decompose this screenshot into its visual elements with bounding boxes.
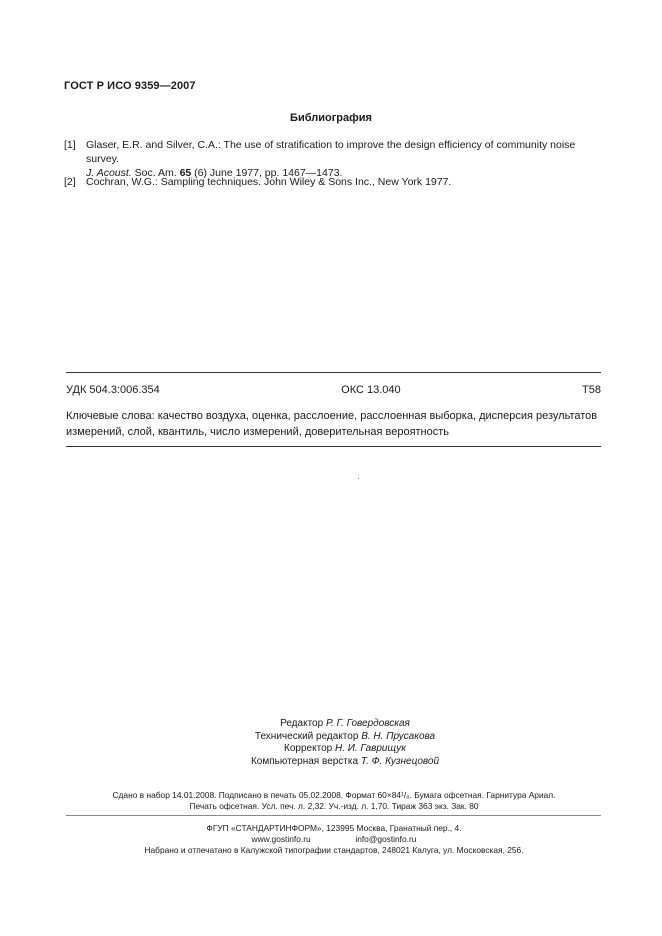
staff-role: Компьютерная верстка — [250, 755, 359, 767]
staff-name: Н. И. Гаврищук — [334, 743, 406, 754]
publisher-info — [64, 823, 604, 856]
staff-name: В. Н. Прусакова — [361, 730, 436, 742]
staff-line — [0, 718, 662, 731]
publisher-website: www.gostinfo.ru — [251, 834, 311, 844]
oks-code: ОКС 13.040 — [341, 384, 401, 396]
print-info — [64, 790, 604, 812]
staff-name: Т. Ф. Кузнецовой — [360, 755, 440, 767]
print-info-line: Сдано в набор 14.01.2008. Подписано в печать 05.02.2008. Формат 60×84¹/₈. Бумага офсетная. Гарнитура Ариал. — [112, 790, 556, 800]
publisher-address: ФГУП «СТАНДАРТИНФОРМ», 123995 Москва, Гранатный пер., 4. — [206, 823, 462, 833]
reference-item — [64, 175, 604, 189]
group-code: Т58 — [582, 384, 601, 396]
publisher-contacts — [64, 834, 604, 845]
staff-line — [0, 731, 662, 744]
divider-top — [66, 372, 601, 373]
bibliography-title: Библиография — [290, 112, 372, 124]
staff-role: Корректор — [284, 743, 333, 754]
staff-role: Технический редактор — [254, 730, 359, 742]
reference-citation: Cochran, W.G.: Sampling techniques. John Wiley & Sons Inc., New York 1977. — [86, 176, 452, 188]
staff-credits — [0, 718, 662, 768]
classification-row — [66, 384, 601, 396]
document-header: ГОСТ Р ИСО 9359—2007 — [64, 80, 196, 92]
reference-number: [1] — [64, 139, 76, 151]
staff-name: Р. Г. Говердовская — [325, 718, 410, 729]
publisher-email: info@gostinfo.ru — [355, 834, 417, 844]
stray-dot — [358, 478, 359, 479]
reference-volume: 65 — [179, 167, 192, 179]
staff-line — [0, 743, 662, 756]
reference-item — [64, 138, 604, 180]
reference-journal: J. Acoust. — [86, 167, 132, 179]
udc-code: УДК 504.3:006.354 — [66, 384, 160, 396]
divider-bottom — [66, 446, 601, 447]
keywords-text: Ключевые слова: качество воздуха, оценка, расслоение, расслоенная выборка, дисперсия результатов измерений, слой, квантиль, число измерений, доверительная вероятность — [66, 410, 598, 438]
divider-publisher — [66, 815, 601, 816]
reference-journal-rest: Soc. Am. — [131, 167, 180, 179]
print-info-line: Печать офсетная. Усл. печ. л. 2,32. Уч.-изд. л. 1,70. Тираж 363 экз. Зак. 80 — [189, 801, 479, 811]
reference-text — [86, 138, 604, 180]
staff-line — [0, 756, 662, 769]
printing-house: Набрано и отпечатано в Калужской типографии стандартов, 248021 Калуга, ул. Московская, 256. — [144, 845, 524, 855]
staff-role: Редактор — [280, 718, 324, 729]
reference-number: [2] — [64, 176, 76, 188]
reference-citation: Glaser, E.R. and Silver, C.A.: The use of stratification to improve the design efficiency of community noise survey. — [86, 139, 576, 165]
reference-pages: (6) June 1977, pp. 1467—1473. — [191, 167, 343, 179]
